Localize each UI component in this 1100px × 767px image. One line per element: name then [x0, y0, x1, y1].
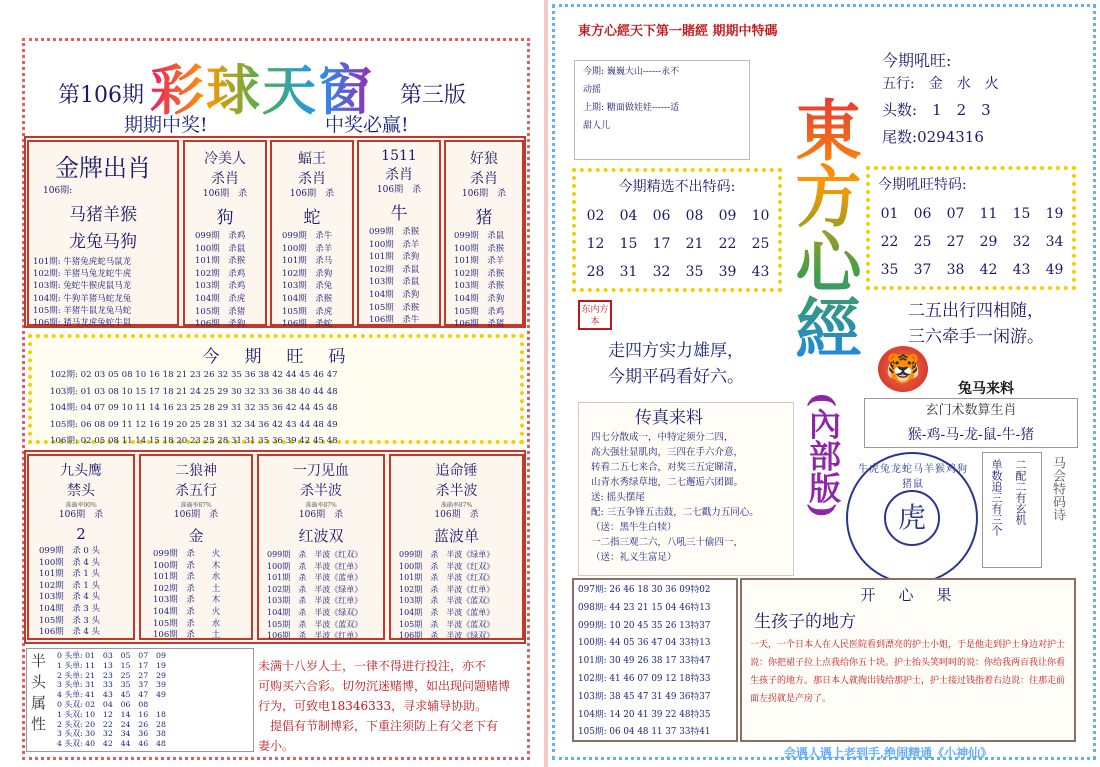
box-title: 二狼神 [175, 463, 217, 479]
double-text: 二配二有玄机 [1014, 459, 1027, 525]
zhuanzhen-box [578, 402, 794, 576]
number-cell: 38 [946, 262, 965, 278]
number-cell: 11 [979, 206, 998, 222]
killer-box-2 [357, 140, 441, 326]
number-cell: 19 [1045, 206, 1064, 222]
gold-line2: 龙兔马狗 [69, 232, 137, 252]
list-item: 103期 杀 半波《红单》 [267, 596, 363, 606]
list-item: 106期: 02 05 08 11 14 15 18 20 23 25 28 31 31 35 36 39 42 45 48 [50, 436, 338, 446]
logo-sub: (內部版) [804, 392, 842, 519]
number-cell: 22 [718, 236, 737, 252]
list-item: 099期 杀鸡 [195, 231, 246, 241]
list-item: 100期 杀 4 头 [39, 557, 101, 568]
killer-sub: 杀肖 [298, 171, 326, 187]
list-item: 101期: 牛猪兔虎蛇马鼠龙 [33, 257, 132, 267]
number-cell: 01 [880, 206, 899, 222]
number-cell: 06 [652, 208, 671, 224]
list-item: 0 头单: 01 03 05 07 09 [57, 651, 166, 660]
head-label: 头数: [882, 101, 918, 119]
list-item: 106期 杀 土 [153, 630, 221, 641]
number-cell: 21 [685, 236, 704, 252]
tail-label: 尾数: [882, 128, 918, 146]
xuanmen-title: 玄门术数算生肖 [925, 403, 1017, 418]
number-cell: 15 [619, 236, 638, 252]
list-item: 3 头单: 31 33 35 37 39 [57, 680, 166, 690]
number-cell: 43 [751, 264, 770, 280]
number-cell: 37 [913, 262, 932, 278]
number-cell: 32 [652, 264, 671, 280]
poem-line: 甜人儿 [583, 121, 611, 131]
list-item: 103期 杀兔 [282, 281, 333, 292]
killer-sub: 杀肖 [470, 171, 498, 187]
text-line: （送：黑牛生白犊） [591, 522, 677, 533]
list-item: 100期 杀羊 [369, 239, 420, 250]
list-item: 104期 杀 3 头 [39, 603, 101, 614]
joke-subtitle: 生孩子的地方 [754, 612, 856, 632]
list-item: 106期 杀 半波《绿双》 [399, 631, 495, 641]
bottom-box-3 [389, 454, 524, 640]
list-item: 102期 杀 1 头 [39, 580, 101, 591]
text-line: 山青水秀绿草地，二七邂逅六团圆。 [591, 477, 744, 488]
text-line: 送: 摇头摆尾 [591, 492, 645, 503]
box-value: 蓝波单 [433, 527, 479, 545]
caiqiu-logo: 彩球天窗 [150, 48, 374, 125]
box-issue: 106期 杀 [298, 510, 344, 520]
gold-issue: 106期: [43, 186, 73, 196]
number-cell: 02 [586, 208, 605, 224]
text-line: 配: 三五争锋五击鼓，二七戳力五同心。 [591, 507, 759, 518]
notice-line: 行为，可致电18346333，寻求辅导协助。 [258, 699, 488, 713]
list-item: 100期 杀羊 [282, 243, 333, 254]
rabbit-label: 兔马来料 [958, 381, 1014, 397]
killer-value: 猪 [475, 208, 493, 228]
list-item: 105期 杀鸡 [454, 306, 505, 317]
number-cell: 43 [1012, 262, 1031, 278]
wuxing-value: 金 水 火 [928, 76, 999, 92]
killer-issue: 106期 杀 [461, 189, 507, 199]
list-item: 2 头双: 20 22 24 26 28 [57, 719, 166, 729]
list-item: 103期: 兔蛇牛猴虎鼠马龙 [33, 281, 132, 292]
list-item: 105期 杀猪 [195, 306, 246, 317]
text-line: 四七分散成一，中特定须分二四， [591, 432, 734, 443]
number-cell: 06 [913, 206, 932, 222]
killer-sub: 杀肖 [211, 171, 239, 187]
killer-issue: 106期 杀 [202, 189, 248, 199]
attr-label: 半头属性 [29, 653, 47, 737]
number-cell: 07 [946, 206, 965, 222]
list-item: 101期 杀 半波《蓝单》 [267, 573, 363, 583]
number-cell: 31 [619, 264, 638, 280]
poem2-block [908, 298, 1044, 350]
list-item: 099期 杀 火 [153, 549, 221, 559]
killer-value: 狗 [216, 208, 234, 228]
zodiac-center: 虎 [884, 490, 940, 546]
list-item: 102期: 02 03 05 08 10 16 18 21 23 26 32 35 36 38 42 44 45 46 47 [50, 370, 338, 380]
box-issue: 106期 杀 [434, 510, 479, 520]
killer-value: 牛 [390, 204, 408, 224]
list-item: 104期 杀猴 [282, 293, 333, 304]
list-item: 1 头单: 11 13 15 17 19 [57, 660, 166, 670]
list-item: 103期 杀鸡 [195, 281, 246, 292]
notice-line: 未满十八岁人士，一律不得进行投注，亦不 [258, 659, 487, 673]
list-item: 104期 杀 火 [153, 606, 221, 617]
list-item: 103期: 01 03 08 10 15 17 18 21 24 25 29 30 32 33 36 38 40 44 48 [50, 386, 338, 397]
list-item: 102期 杀鼠 [369, 264, 420, 275]
gold-title: 金牌出肖 [55, 154, 151, 182]
hot-box [866, 166, 1076, 290]
list-item: 104期: 牛狗羊猪马蛇龙兔 [33, 293, 132, 304]
hot-numbers [873, 200, 1072, 284]
number-cell: 15 [1012, 206, 1031, 222]
table-row: 102期: 41 46 07 09 12 18特33 [578, 673, 711, 684]
single-text: 单数追三有三个 [990, 459, 1003, 536]
box-value: 2 [76, 525, 86, 543]
verse-line: 走四方实力雄厚， [608, 341, 744, 361]
notice-line: 可购买六合彩。切勿沉迷赌博，如出现问题赌博 [258, 679, 511, 693]
table-row: 097期: 26 46 18 30 36 09特02 [578, 585, 711, 595]
list-item: 102期 杀 半波《绿单》 [267, 584, 363, 594]
list-item: 1 头双: 10 12 14 16 18 [57, 709, 166, 719]
table-row: 104期: 14 20 41 39 22 48特35 [578, 709, 711, 720]
list-item: 099期 杀 0 头 [39, 546, 101, 556]
bottom-box-2 [257, 454, 385, 640]
poem2-line: 三六牵手一闲游。 [908, 327, 1044, 347]
right-panel [548, 0, 1100, 767]
gold-box [27, 140, 179, 329]
text-line: 高大强壮显肌肉，三四在手六介意， [591, 447, 744, 458]
notice-text [258, 656, 524, 756]
table-row: 101期: 30 49 26 38 17 33特47 [578, 656, 711, 667]
zodiac-wheel [846, 452, 978, 584]
list-item: 2 头单: 21 23 25 27 29 [57, 670, 166, 680]
list-item: 104期 杀狗 [369, 289, 420, 300]
list-item: 100期 杀 半波《红双》 [399, 561, 495, 571]
list-item: 103期 杀 半波《蓝双》 [399, 596, 495, 606]
list-item: 105期: 羊猪牛鼠龙兔马蛇 [33, 305, 132, 316]
accuracy: 准确率87% [180, 502, 212, 509]
text-line: 一二指三观二六，八吼三十偷四一， [591, 537, 744, 548]
list-item: 103期 杀猴 [454, 281, 505, 292]
bottom-box-1 [139, 454, 253, 640]
edition-label: 第三版 [400, 83, 467, 108]
list-item: 099期 杀猴 [369, 227, 420, 237]
footer-text: 会遇人遇上老到手,绝闹精通《小神仙》 [783, 746, 993, 760]
killer-issue: 106期 杀 [376, 185, 422, 195]
list-item: 106期 杀 半波《红单》 [267, 631, 363, 641]
list-item: 3 头双: 30 32 34 36 38 [57, 729, 166, 739]
joke-body: 一天，一个日本人在人民医院看到漂亮的护士小姐，于是他走到护士身边对护士说：你把裙子拉上点我给你五十块。护士抬头笑呵呵的说：你给我两百我让你看生孩子的地方。那日本人就掏出钱给那护士，护士接过钱指着右边说：往那走前面左拐就是产房了。 [750, 640, 1066, 704]
list-item: 106期 杀 4 头 [39, 627, 101, 638]
list-item: 106期 杀狗 [195, 319, 246, 330]
box-issue: 106期 杀 [58, 510, 104, 520]
killer-name: 好狼 [470, 151, 498, 167]
list-item: 101期 杀狗 [369, 252, 420, 263]
killer-name: 蝠王 [298, 151, 326, 167]
wangwang-title: 今期吼旺: [882, 51, 952, 70]
list-item: 105期: 06 08 09 11 12 16 19 20 25 28 31 32 34 36 42 43 44 48 49 [50, 419, 338, 430]
accuracy: 准确率87% [440, 502, 473, 509]
number-cell: 25 [913, 234, 932, 250]
box-issue: 106期 杀 [173, 510, 219, 520]
tail-value: 0294316 [917, 128, 984, 146]
box-title: 一刀见血 [293, 463, 349, 479]
list-item: 103期 杀 4 头 [39, 592, 101, 603]
accuracy: 准确率87% [305, 502, 337, 509]
list-item: 106期: 猪马龙虎兔蛇牛鼠 [33, 318, 132, 329]
number-cell: 49 [1045, 262, 1064, 278]
list-item: 101期 杀羊 [454, 256, 505, 267]
number-cell: 34 [1045, 234, 1064, 250]
killer-box-3 [444, 140, 524, 330]
list-item: 105期 杀猴 [369, 302, 420, 313]
list-item: 099期 杀鼠 [454, 231, 505, 241]
list-item: 0 头双: 02 04 06 08 [57, 699, 149, 709]
list-item: 102期 杀鸡 [195, 268, 246, 279]
list-item: 102期 杀狗 [282, 268, 333, 279]
number-cell: 25 [751, 236, 770, 252]
list-item: 106期 杀猪 [454, 319, 505, 330]
list-item: 103期 杀鼠 [369, 277, 420, 288]
attr-box [26, 648, 254, 752]
verse-block [608, 338, 744, 390]
left-panel [0, 0, 548, 767]
list-item: 105期 杀虎 [282, 306, 333, 317]
zhuanzhen-title: 传真来料 [635, 408, 703, 428]
list-item: 100期 杀鼠 [195, 243, 246, 254]
issue-title: 第106期 [58, 83, 144, 108]
list-item: 4 头单: 41 43 45 47 49 [57, 690, 166, 700]
single-double-box [982, 452, 1042, 568]
number-cell: 35 [880, 262, 899, 278]
killer-name: 冷美人 [204, 151, 246, 167]
list-item: 105期 杀 3 头 [39, 615, 101, 626]
list-item: 099期 杀 半波《绿单》 [399, 550, 495, 559]
list-item: 104期 杀狗 [454, 293, 505, 304]
list-item: 4 头双: 40 42 44 46 48 [57, 739, 166, 749]
list-item: 101期 杀马 [282, 256, 333, 267]
list-item: 099期 杀 半波《红双》 [267, 550, 363, 559]
table-row: 100期: 44 05 36 47 04 33特13 [578, 638, 711, 649]
killer-sub: 杀肖 [385, 167, 413, 183]
number-cell: 08 [685, 208, 704, 224]
wangma-box [28, 334, 524, 444]
list-item: 105期 杀 半波《蓝双》 [399, 619, 495, 629]
list-item: 101期 杀猴 [195, 256, 246, 267]
box-title: 九头鹰 [60, 463, 102, 479]
select-title: 今期精选不出特码: [618, 179, 736, 195]
number-cell: 04 [619, 208, 638, 224]
table-row: 099期: 10 20 45 35 26 13特37 [578, 620, 711, 631]
slogan-left: 期期中奖! [124, 114, 208, 136]
poem-line: 上期: 糖面做娃娃------适 [583, 103, 680, 113]
table-row: 103期: 38 45 47 31 49 36特37 [578, 691, 711, 702]
draw-history [572, 578, 738, 742]
killer-name: 1511 [381, 148, 417, 164]
list-item: 104期 杀 半波《绿双》 [267, 607, 363, 617]
hot-title: 今期吼旺特码: [878, 177, 967, 193]
stamp: 东内方本 [578, 300, 612, 330]
number-cell: 39 [718, 264, 737, 280]
notice-line: 妻小。 [258, 739, 295, 753]
number-cell: 32 [1012, 234, 1031, 250]
number-cell: 09 [718, 208, 737, 224]
number-cell: 27 [946, 234, 965, 250]
box-value: 金 [188, 527, 204, 545]
number-cell: 12 [586, 236, 605, 252]
poem-line: 今期: 巍巍大山------永不 [583, 67, 680, 77]
list-item: 100期 杀猴 [454, 243, 505, 254]
list-item: 102期: 羊猪马兔龙蛇牛虎 [33, 269, 132, 280]
bottom-box-0 [27, 454, 135, 640]
poem-line: 动摇 [583, 85, 602, 95]
wangwang-box [882, 48, 1072, 158]
box-sub: 杀半波 [300, 483, 342, 499]
list-item: 105期 杀 半波《蓝双》 [267, 619, 363, 629]
poem-box [574, 60, 750, 160]
accuracy: 准确率90% [65, 502, 97, 509]
head-value: 1 2 3 [932, 101, 991, 119]
poem2-line: 二五出行四相随， [908, 301, 1044, 321]
list-item: 101期 杀 水 [153, 572, 221, 583]
zodiac-ring: 牛虎兔龙蛇马羊猴鸡狗猪鼠 [858, 464, 968, 490]
list-item: 101期 杀 半波《红双》 [399, 573, 495, 583]
select-numbers [579, 202, 778, 286]
number-cell: 28 [586, 264, 605, 280]
number-cell: 29 [979, 234, 998, 250]
joke-title: 开 心 果 [860, 586, 956, 604]
slogan-right: 中奖必赢! [325, 114, 409, 136]
list-item: 105期 杀 水 [153, 618, 221, 629]
number-cell: 35 [685, 264, 704, 280]
killer-issue: 106期 杀 [289, 189, 335, 199]
gold-line1: 马猪羊猴 [69, 205, 137, 225]
list-item: 104期: 04 07 09 10 11 14 16 23 25 28 29 31 32 35 36 42 44 45 48 [50, 403, 338, 413]
list-item: 100期 杀 木 [153, 560, 221, 571]
tiger-icon: 🐯 [878, 346, 928, 392]
dongfang-logo: 東方心經 [784, 96, 862, 360]
verse-line: 今期平码看好六。 [608, 367, 744, 387]
text-line: 转看二五七来合，对奖三五定睇清， [591, 462, 744, 473]
xuanmen-box [864, 398, 1078, 448]
list-item: 101期 杀 1 头 [39, 569, 101, 580]
text-line: （送：礼义生富足） [591, 552, 677, 563]
xuanmen-value: 猴-鸡-马-龙-鼠-牛-猪 [907, 427, 1035, 443]
list-item: 102期 杀 土 [153, 583, 221, 594]
box-sub: 禁头 [67, 483, 95, 499]
number-cell: 42 [979, 262, 998, 278]
list-item: 104期 杀虎 [195, 293, 246, 304]
box-value: 红波双 [298, 527, 344, 545]
list-item: 102期 杀 半波《红单》 [399, 584, 495, 594]
number-cell: 10 [751, 208, 770, 224]
side-label: 马会特码诗 [1050, 456, 1065, 521]
list-item: 103期 杀 木 [153, 595, 221, 606]
notice-line: 提倡有节制博彩，下重注须防上有父老下有 [258, 719, 499, 733]
banner-text: 東方心經天下第一賭經 期期中特碼 [578, 24, 778, 39]
list-item: 102期 杀猴 [454, 268, 505, 279]
list-item: 104期 杀 半波《蓝单》 [399, 607, 495, 617]
box-sub: 杀半波 [435, 483, 478, 499]
number-cell: 17 [652, 236, 671, 252]
list-item: 100期 杀 半波《红单》 [267, 561, 363, 571]
select-box [572, 168, 782, 292]
box-sub: 杀五行 [175, 483, 217, 499]
list-item: 106期 杀蛇 [282, 319, 333, 330]
table-row: 098期: 44 23 21 15 04 46特13 [578, 602, 711, 613]
killer-value: 蛇 [303, 208, 321, 228]
killer-box-0 [183, 140, 267, 330]
joke-box [740, 578, 1076, 742]
table-row: 105期: 06 04 48 11 37 33特41 [578, 727, 711, 738]
list-item: 099期 杀牛 [282, 231, 333, 241]
wuxing-label: 五行: [882, 76, 915, 92]
gold-history [33, 256, 177, 329]
number-cell: 22 [880, 234, 899, 250]
killer-box-1 [270, 140, 354, 330]
list-item: 106期 杀牛 [369, 315, 420, 326]
box-title: 追命锤 [435, 463, 478, 479]
wangma-title: 今 期 旺 码 [202, 347, 350, 367]
